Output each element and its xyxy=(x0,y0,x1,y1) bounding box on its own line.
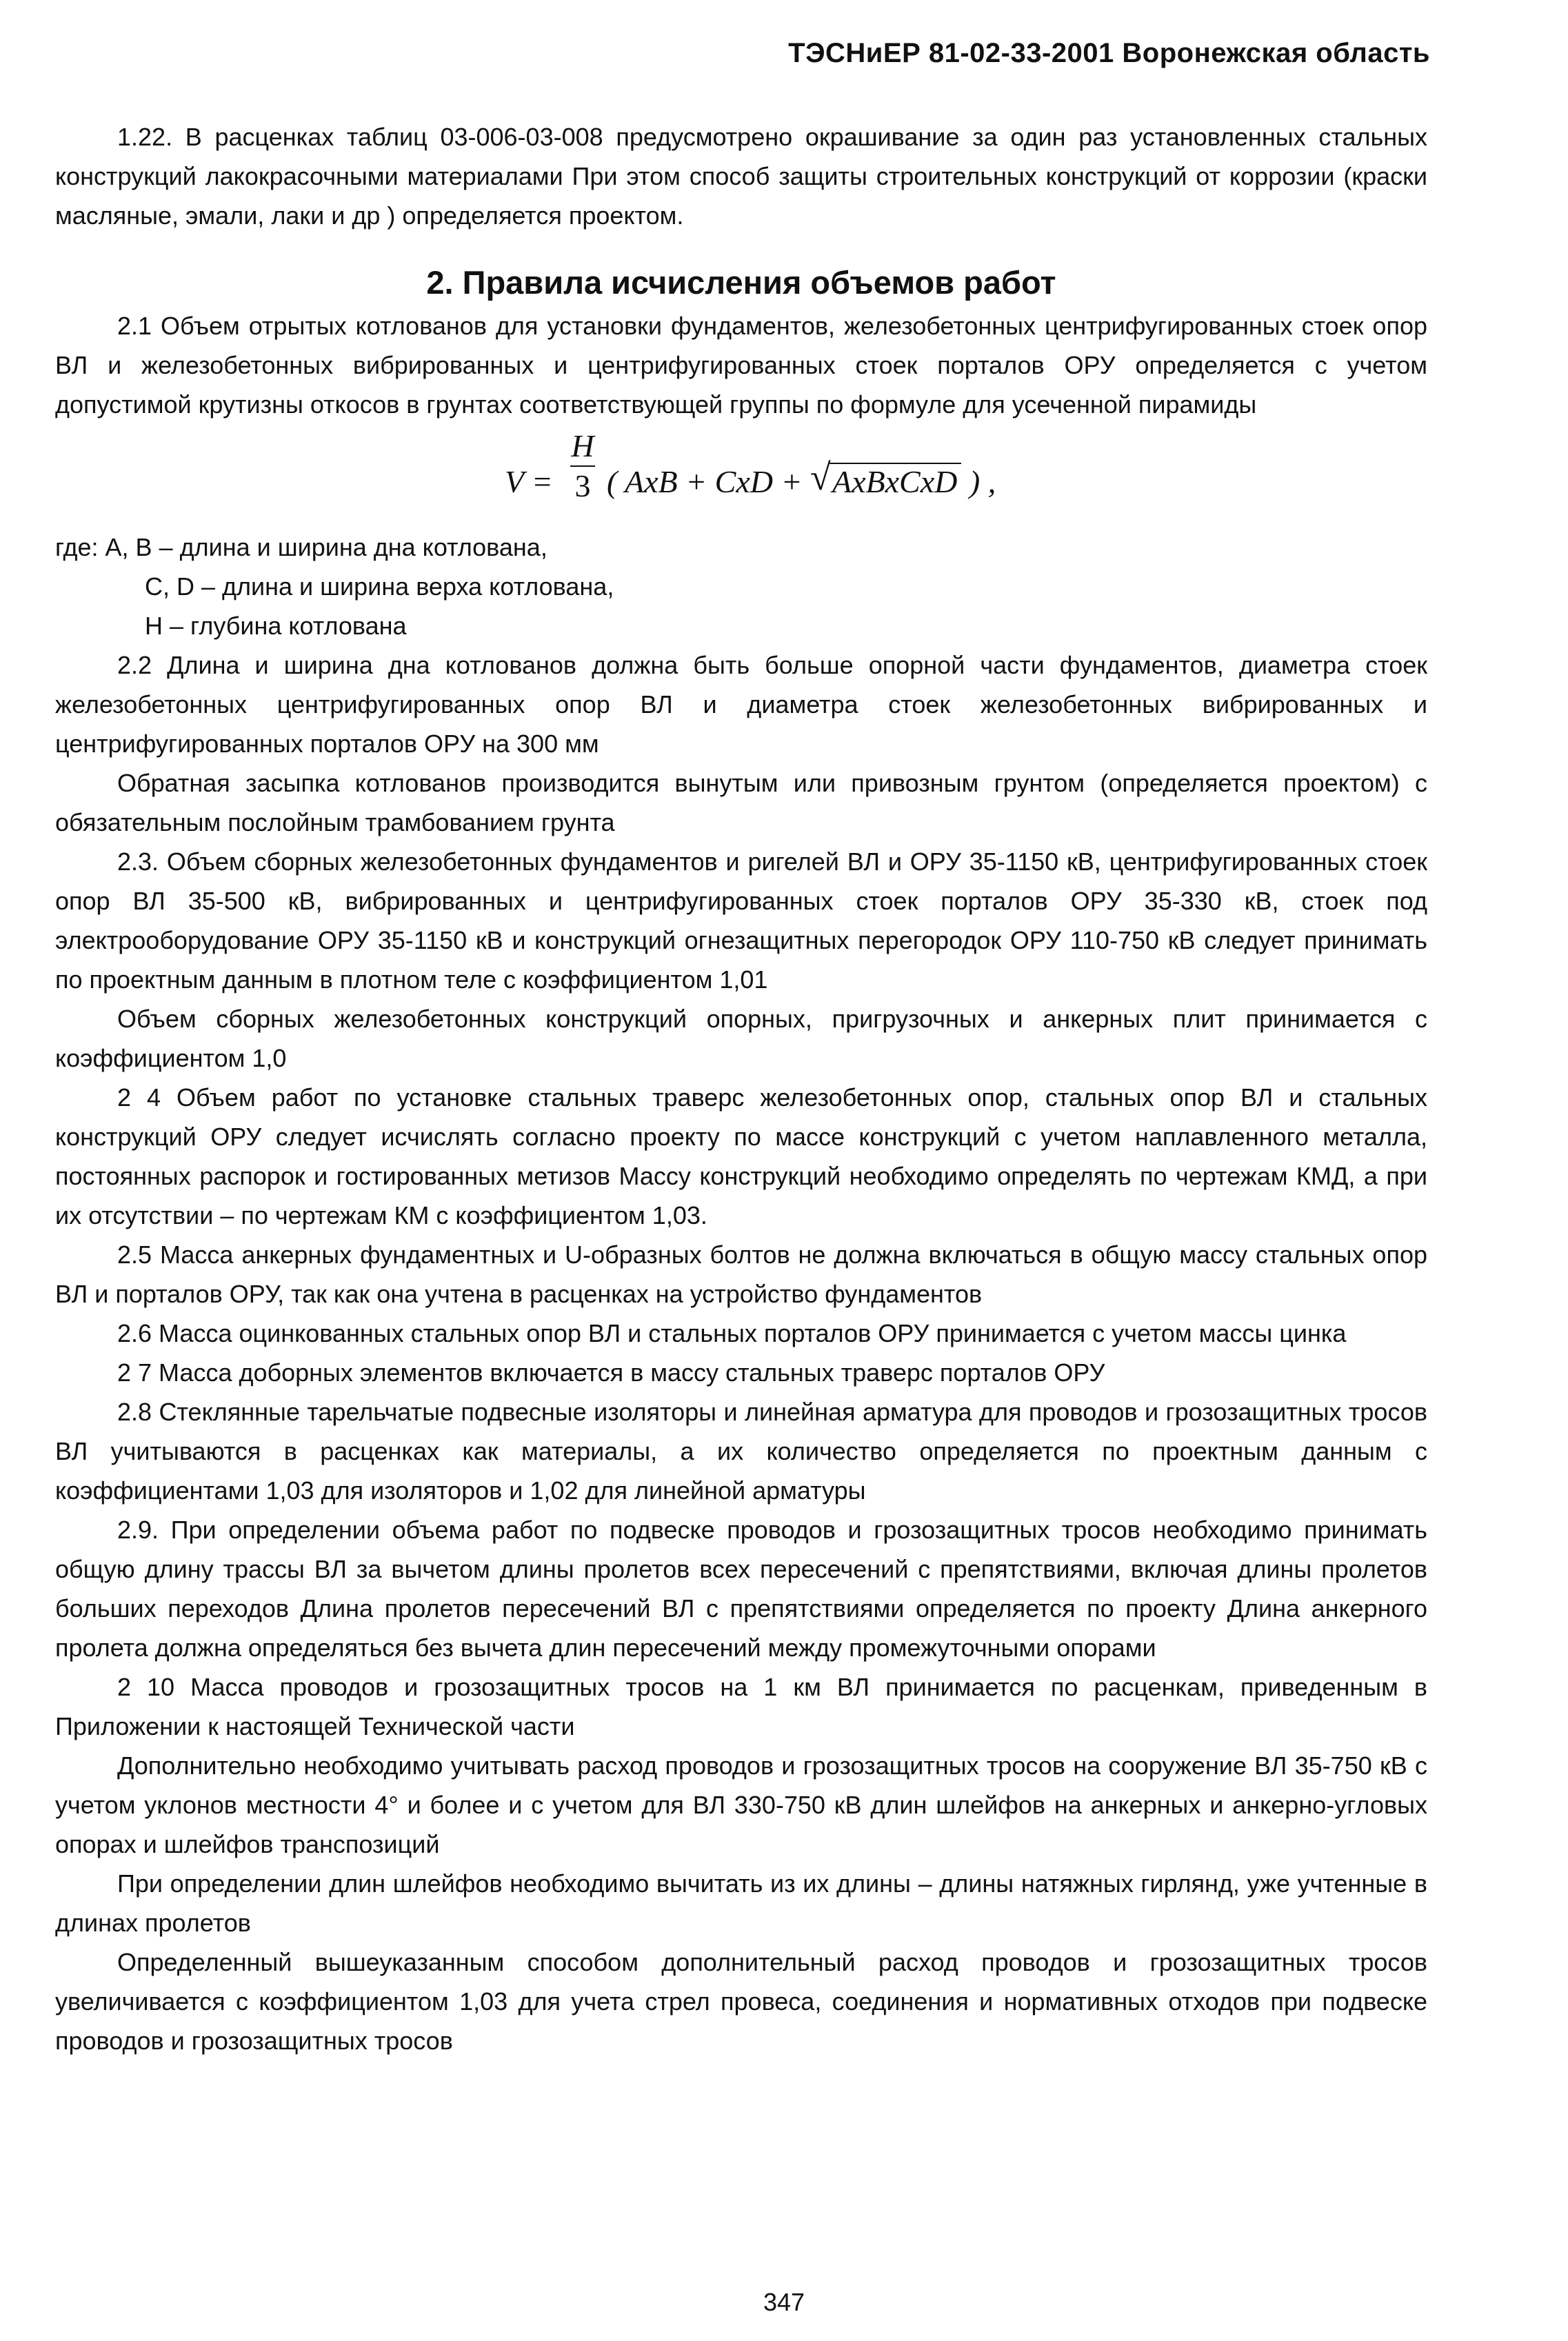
paragraph-2-9: 2.9. При определении объема работ по подвеске проводов и грозозащитных тросов необходимо принимать общую длину трассы ВЛ за вычетом длины пролетов всех пересечений с препятствиями, включая длины пролетов больших переходов Длина пролетов пересечений ВЛ с препятствиями определяется по проекту Длина анкерного пролета должна определяться без вычета длин пересечений между промежуточными опорами xyxy=(55,1516,1427,1662)
paragraph-2-1: 2.1 Объем отрытых котлованов для установки фундаментов, железобетонных центрифугированных стоек опор ВЛ и железобетонных вибрированных и центрифугированных стоек порталов ОРУ определяется с учетом допустимой крутизны откосов в грунтах соответствующей группы по формуле для усеченной пирамиды xyxy=(55,312,1427,419)
legend-line-2: С, D – длина и ширина верха котлована, xyxy=(145,572,614,601)
square-root xyxy=(810,456,961,501)
formula-rhs-start: ( AxB + CxD + xyxy=(607,464,811,499)
formula-lhs: V = xyxy=(505,464,553,499)
running-header: ТЭСНиЕР 81-02-33-2001 Воронежская область xyxy=(788,38,1430,68)
paragraph-2-10-coefficient: Определенный вышеуказанным способом дополнительный расход проводов и грозозащитных тросов увеличивается с коэффициентом 1,03 для учета стрел провеса, соединения и нормативных отходов при подвеске проводов и грозозащитных тросов xyxy=(55,1948,1427,2055)
radical-sign-icon: √ xyxy=(810,456,831,498)
paragraph-2-3: 2.3. Объем сборных железобетонных фундаментов и ригелей ВЛ и ОРУ 35-1150 кВ, центрифугированных стоек опор ВЛ 35-500 кВ, вибрированных и центрифугированных стоек порталов ОРУ 35-330 кВ, стоек под электрооборудование ОРУ 35-1150 кВ и конструкций огнезащитных перегородок ОРУ 110-750 кВ следует принимать по проектным данным в плотном теле с коэффициентом 1,01 xyxy=(55,847,1427,994)
paragraph-2-5: 2.5 Масса анкерных фундаментных и U-образных болтов не должна включаться в общую массу стальных опор ВЛ и порталов ОРУ, так как она учтена в расценках на устройство фундаментов xyxy=(55,1240,1427,1308)
formula-rhs xyxy=(607,456,996,501)
page-number: 347 xyxy=(763,2288,805,2316)
formula-rhs-end: ) , xyxy=(961,464,996,499)
paragraph-2-2: 2.2 Длина и ширина дна котлованов должна быть больше опорной части фундаментов, диаметра стоек железобетонных центрифугированных опор ВЛ и диаметра стоек железобетонных вибрированных и центрифугированных порталов ОРУ на 300 мм xyxy=(55,651,1427,758)
paragraph-2-2-backfill: Обратная засыпка котлованов производится вынутым или привозным грунтом (определяется проектом) с обязательным послойным трамбованием грунта xyxy=(55,769,1427,836)
paragraph-2-8: 2.8 Стеклянные тарельчатые подвесные изоляторы и линейная арматура для проводов и грозозащитных тросов ВЛ учитываются в расценках как материалы, а их количество определяется по проектным данным с коэффициентами 1,03 для изоляторов и 1,02 для линейной арматуры xyxy=(55,1398,1427,1505)
paragraph-2-10-loops: При определении длин шлейфов необходимо вычитать из их длины – длины натяжных гирлянд, уже учтенные в длинах пролетов xyxy=(55,1869,1427,1937)
paragraph-2-4: 2 4 Объем работ по установке стальных траверс железобетонных опор, стальных опор ВЛ и стальных конструкций ОРУ следует исчислять согласно проекту по массе конструкций с учетом наплавленного металла, постоянных распорок и гостированных метизов Массу конструкций необходимо определять по чертежам КМД, а при их отсутствии – по чертежам КМ с коэффициентом 1,03. xyxy=(55,1083,1427,1229)
legend-line-1: где: А, В – длина и ширина дна котлована, xyxy=(55,533,547,561)
paragraph-2-10-additional: Дополнительно необходимо учитывать расход проводов и грозозащитных тросов на сооружение ВЛ 35-750 кВ с учетом уклонов местности 4° и более и с учетом для ВЛ 330-750 кВ длин шлейфов на анкерных и анкерно-угловых опорах и шлейфов транспозиций xyxy=(55,1751,1427,1858)
paragraph-1-22: 1.22. В расценках таблиц 03-006-03-008 предусмотрено окрашивание за один раз установленных стальных конструкций лакокрасочными материалами При этом способ защиты строительных конструкций от коррозии (краски масляные, эмали, лаки и др ) определяется проектом. xyxy=(55,123,1427,230)
formula-denominator: 3 xyxy=(574,468,591,503)
paragraph-2-3-plates: Объем сборных железобетонных конструкций опорных, пригрузочных и анкерных плит принимается с коэффициентом 1,0 xyxy=(55,1005,1427,1072)
paragraph-2-7: 2 7 Масса доборных элементов включается в массу стальных траверс порталов ОРУ xyxy=(117,1358,1105,1387)
formula-numerator: H xyxy=(571,428,594,463)
section-title: 2. Правила исчисления объемов работ xyxy=(426,264,1056,301)
paragraph-2-6: 2.6 Масса оцинкованных стальных опор ВЛ и стальных порталов ОРУ принимается с учетом массы цинка xyxy=(117,1319,1347,1347)
document-body xyxy=(55,117,1427,2060)
formula-fraction xyxy=(569,427,596,505)
legend-line-3: Н – глубина котлована xyxy=(145,612,407,640)
formula-radicand: AxBxCxD xyxy=(830,463,961,499)
paragraph-2-10: 2 10 Масса проводов и грозозащитных тросов на 1 км ВЛ принимается по расценкам, приведенным в Приложении к настоящей Технической части xyxy=(55,1673,1427,1740)
pyramid-volume-formula xyxy=(55,424,1427,528)
